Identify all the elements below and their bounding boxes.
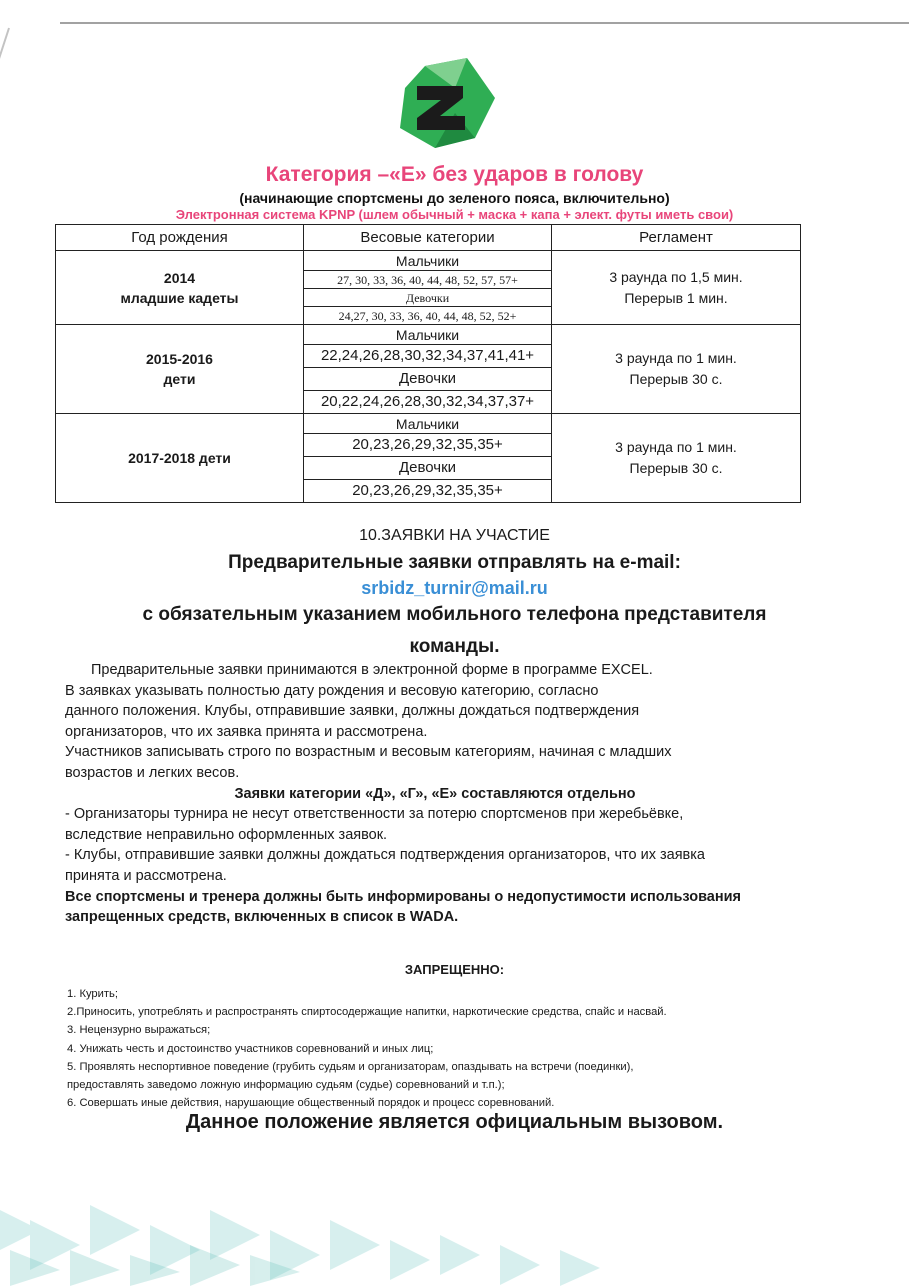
email-address: srbidz_turnir@mail.ru xyxy=(361,578,548,598)
wada-note: запрещенных средств, включенных в список в WADA. xyxy=(65,909,459,926)
boys-weights: 22,24,26,28,30,32,34,37,41,41+ xyxy=(304,345,552,368)
list-item: 1. Курить; xyxy=(67,988,118,1000)
age-group: дети xyxy=(163,371,196,387)
table-header: Год рождения xyxy=(56,225,304,251)
girls-weights: 20,22,24,26,28,30,32,34,37,37+ xyxy=(304,391,552,414)
girls-label: Девочки xyxy=(304,368,552,391)
break: Перерыв 1 мин. xyxy=(624,289,728,306)
scan-edge xyxy=(0,28,10,133)
rounds: 3 раунда по 1 мин. xyxy=(615,350,737,366)
girls-label: Девочки xyxy=(304,457,552,480)
table-row xyxy=(56,251,801,271)
rounds: 3 раунда по 1,5 мин. xyxy=(609,268,743,285)
applications-body xyxy=(65,660,885,928)
paragraph-line: В заявках указывать полностью дату рождения и весовую категорию, согласно xyxy=(65,682,599,699)
birth-year-cell xyxy=(56,325,304,414)
boys-label: Мальчики xyxy=(304,325,552,345)
list-item: 3. Нецензурно выражаться; xyxy=(67,1024,211,1037)
paragraph-line: Участников записывать строго по возрастным и весовым категориям, начиная с младших xyxy=(65,744,672,761)
paragraph-line: возрастов и легких весов. xyxy=(65,764,240,781)
regulation-cell xyxy=(552,414,801,503)
list-item: 6. Совершать иные действия, нарушающие общественный порядок и процесс соревнований. xyxy=(67,1097,555,1110)
list-item: предоставлять заведомо ложную информацию судьям (судье) соревнований и т.п.); xyxy=(67,1079,505,1092)
paragraph-line: - Организаторы турнира не несут ответственности за потерю спортсменов при жеребьёвке, xyxy=(65,806,684,823)
table-header: Регламент xyxy=(552,225,801,251)
paragraph-line: организаторов, что их заявка принята и рассмотрена. xyxy=(65,723,428,740)
paragraph-line: принята и рассмотрена. xyxy=(65,867,227,884)
paragraph-line: вследствие неправильно оформленных заявок. xyxy=(65,826,388,843)
regulation-cell xyxy=(552,325,801,414)
category-title: Категория –«Е» без ударов в голову xyxy=(265,163,644,186)
wada-note: Все спортсмены и тренера должны быть информированы о недопустимости использования xyxy=(65,888,741,905)
paragraph-line: данного положения. Клубы, отправившие заявки, должны дождаться подтверждения xyxy=(65,703,640,720)
decorative-pattern xyxy=(0,1150,909,1286)
birth-year-cell: 2017-2018 дети xyxy=(56,414,304,503)
list-item: 2.Приносить, употреблять и распространять спиртосодержащие напитки, наркотические средства, спайс и насвай. xyxy=(67,1006,667,1019)
equipment-note: Электронная система KPNP (шлем обычный + маска + капа + элект. футы иметь свои) xyxy=(175,207,734,222)
forbidden-list xyxy=(67,985,887,1112)
list-item: 4. Унижать честь и достоинство участников соревнований и иных лиц; xyxy=(67,1042,434,1055)
scan-edge xyxy=(60,22,909,24)
break: Перерыв 30 с. xyxy=(629,371,723,387)
regulation-cell xyxy=(552,251,801,325)
forbidden-title: ЗАПРЕЩЕННО: xyxy=(404,962,505,977)
break: Перерыв 30 с. xyxy=(629,460,723,476)
section-heading: 10.ЗАЯВКИ НА УЧАСТИЕ xyxy=(359,527,550,544)
rounds: 3 раунда по 1 мин. xyxy=(615,439,737,455)
z-logo-icon xyxy=(395,58,495,148)
list-item: 5. Проявлять неспортивное поведение (грубить судьям и организаторам, опаздывать на встречи (поединки), xyxy=(67,1060,634,1073)
category-table xyxy=(55,224,801,503)
birth-year-cell xyxy=(56,251,304,325)
prelim-heading: Предварительные заявки отправлять на e-mail: xyxy=(228,552,681,573)
separate-note: Заявки категории «Д», «Г», «Е» составляются отдельно xyxy=(234,785,636,802)
girls-label: Девочки xyxy=(304,289,552,307)
boys-weights: 20,23,26,29,32,35,35+ xyxy=(304,434,552,457)
closing-statement: Данное положение является официальным вызовом. xyxy=(185,1111,724,1133)
table-row xyxy=(56,325,801,345)
paragraph-line: - Клубы, отправившие заявки должны дождаться подтверждения организаторов, что их заявка xyxy=(65,847,705,864)
girls-weights: 24,27, 30, 33, 36, 40, 44, 48, 52, 52+ xyxy=(304,307,552,325)
table-header-row xyxy=(56,225,801,251)
boys-label: Мальчики xyxy=(304,414,552,434)
boys-label: Мальчики xyxy=(304,251,552,271)
birth-year: 2014 xyxy=(163,269,196,286)
paragraph-line: Предварительные заявки принимаются в электронной форме в программе EXCEL. xyxy=(91,662,653,678)
category-subtitle: (начинающие спортсмены до зеленого пояса, включительно) xyxy=(239,190,670,206)
girls-weights: 20,23,26,29,32,35,35+ xyxy=(304,480,552,503)
mobile-note: с обязательным указанием мобильного телефона представителя xyxy=(142,604,767,625)
birth-year: 2015-2016 xyxy=(146,351,213,367)
mobile-note-end: команды. xyxy=(409,636,500,657)
boys-weights: 27, 30, 33, 36, 40, 44, 48, 52, 57, 57+ xyxy=(304,271,552,289)
age-group: младшие кадеты xyxy=(120,289,239,306)
table-header: Весовые категории xyxy=(304,225,552,251)
table-row xyxy=(56,414,801,434)
